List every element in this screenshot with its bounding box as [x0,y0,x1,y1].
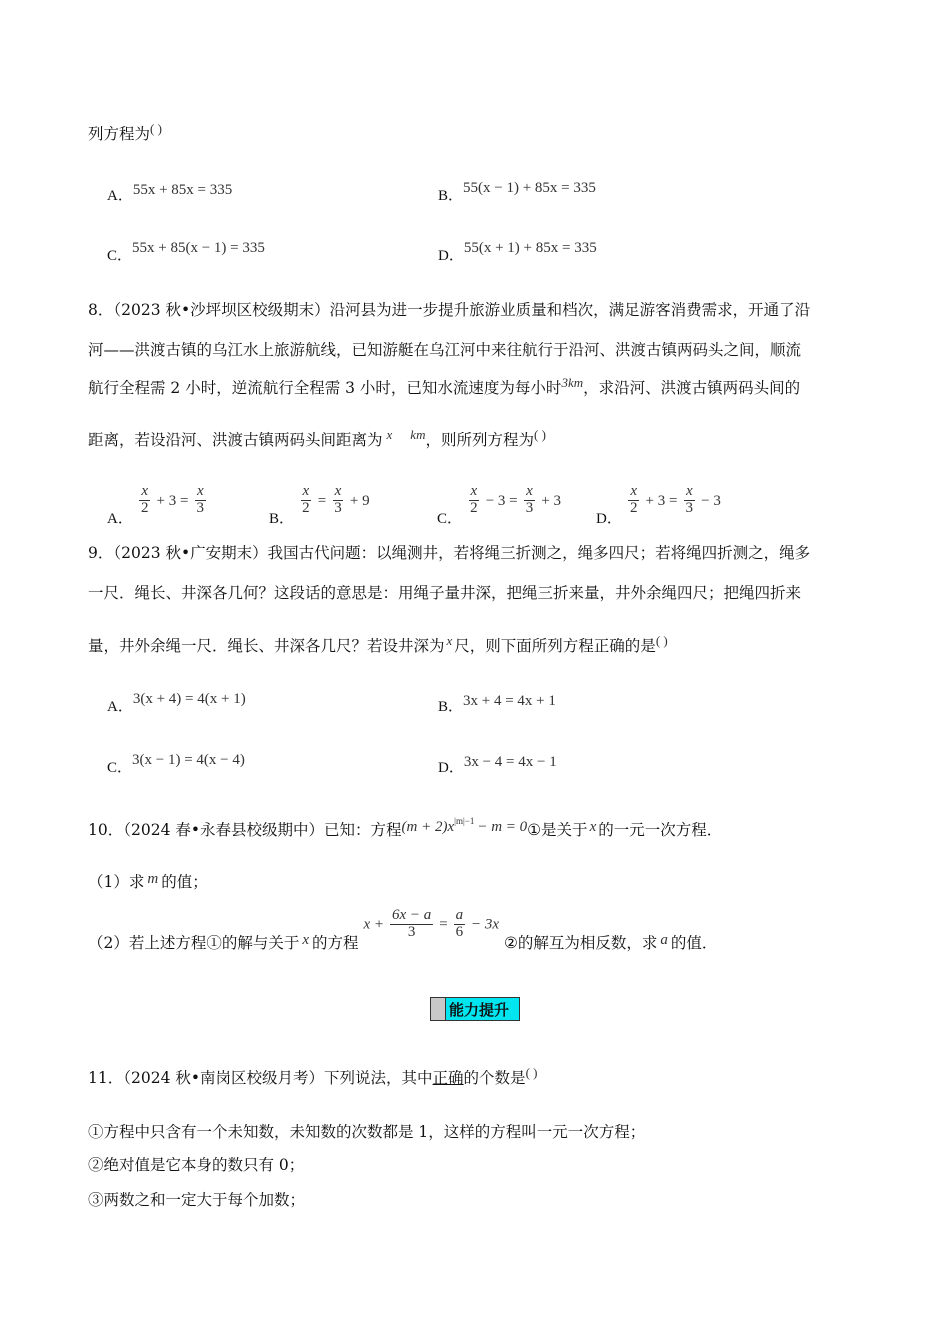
section-heading-marker [431,998,446,1020]
q9-option-b[interactable]: B．3x + 4 = 4x + 1 [438,693,556,715]
q7-stem-tail: 列方程为( ) [88,121,162,143]
q9-option-d[interactable]: D．3x − 4 = 4x − 1 [438,754,557,776]
q8-stem-line1: 8．（2023 秋•沙坪坝区校级期末）沿河县为进一步提升旅游业质量和档次，满足游客消费需求，开通了沿 [88,301,811,319]
q11-statement-1: ①方程中只含有一个未知数，未知数的次数都是 1，这样的方程叫一元一次方程； [88,1123,646,1141]
q8-option-d[interactable]: D． $\frac{x}{2}$ + 3 = $\frac{x}{3}$ − 3 [596,483,721,527]
underlined-keyword: 正确 [432,1069,464,1087]
q9-stem-line1: 9．（2023 秋•广安期末）我国古代问题：以绳测井，若将绳三折测之，绳多四尺；若将绳四折测之，绳多 [88,544,811,562]
q8-stem-line4: 距离，若设沿河、洪渡古镇两码头间距离为 $^x$ $^{km}$，则所列方程为( ) [88,427,546,449]
q8-option-c[interactable]: C． $\frac{x}{2}$ − 3 = $\frac{x}{3}$ + 3 [437,483,562,527]
q7-option-d[interactable]: D．55(x + 1) + 85x = 335 [438,240,597,264]
q9-stem-line2: 一尺．绳长、井深各几何？这段话的意思是：用绳子量井深，把绳三折来量，井外余绳四尺；把绳四折来 [88,584,802,602]
q9-option-a[interactable]: A．3(x + 4) = 4(x + 1) [107,691,246,715]
q8-stem-line2: 河——洪渡古镇的乌江水上旅游航线，已知游艇在乌江河中来往航行于沿河、洪渡古镇两码头之间，顺流 [88,341,802,359]
q7-option-c[interactable]: C．55x + 85(x − 1) = 335 [107,240,265,264]
q11-statement-3: ③两数之和一定大于每个加数； [88,1191,306,1209]
q8-option-a[interactable]: A． $\frac{x}{2}$ + 3 = $\frac{x}{3}$ [107,483,205,527]
q8-stem-line3: 航行全程需 2 小时，逆流航行全程需 3 小时，已知水流速度为每小时$^{3km}$，求沿河、洪渡古镇两码头间的 [88,375,801,397]
q11-stem: 11．（2024 秋•南岗区校级月考）下列说法，其中正确的个数是( ) [88,1065,538,1087]
q7-option-a[interactable]: A．55x + 85x = 335 [107,182,233,204]
q10-part1: （1）求 m 的值； [88,871,208,891]
q11-statement-2: ②绝对值是它本身的数只有 0； [88,1156,305,1174]
q10-stem: 10．（2024 春•永春县校级期中）已知：方程$(m + 2)x^{|m|-1} - m$ = 0①是关于 x 的一元一次方程． [88,816,723,839]
section-heading-title: 能力提升 [449,1001,510,1019]
q10-part2: （2）若上述方程①的解与关于 x 的方程 x + $\frac{6x - a}{3}$ = $\frac{a}{6}$ − 3x ②的解互为相反数，求 a 的值． [88,907,718,953]
q8-option-b[interactable]: B． $\frac{x}{2}$ = $\frac{x}{3}$ + 9 [269,483,370,527]
q9-stem-line3: 量，井外余绳一尺．绳长、井深各几尺？若设井深为 $^x$ 尺，则下面所列方程正确的是( ) [88,633,668,655]
q9-option-c[interactable]: C．3(x − 1) = 4(x − 4) [107,752,245,776]
q7-option-b[interactable]: B．55(x − 1) + 85x = 335 [438,180,596,204]
section-heading [430,997,520,1021]
